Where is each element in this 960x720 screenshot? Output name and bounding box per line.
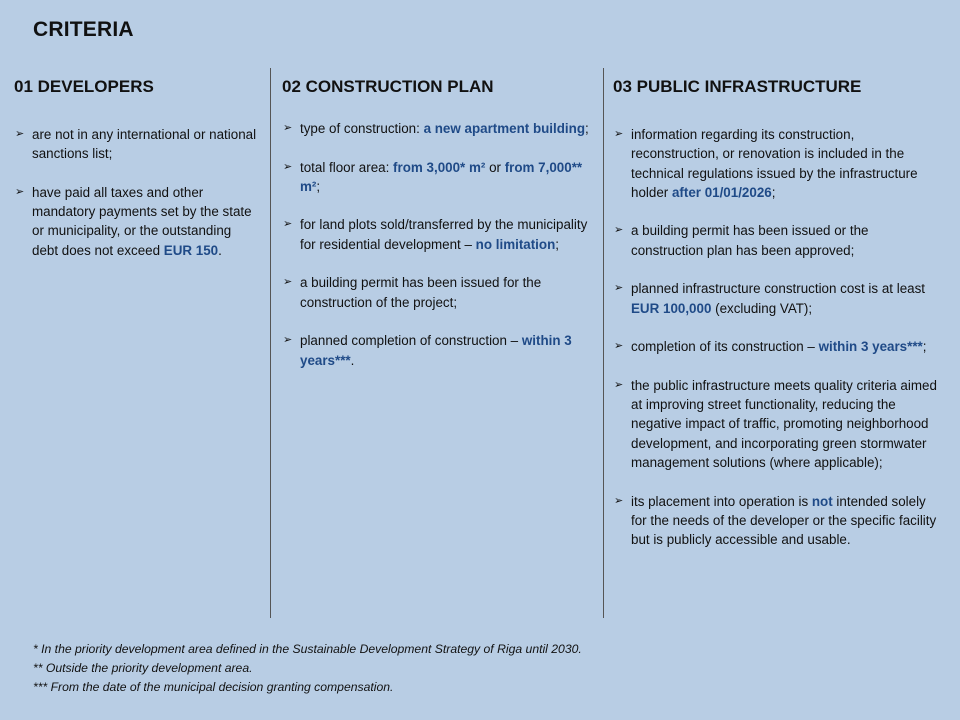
item-text: the public infrastructure meets quality criteria aimed at improving street functionality, reducing the negative impact of traffic, promoting neighborhood development, and incorporating green stormwater management solutions (where applicable); <box>631 377 937 471</box>
arrow-bullet-icon: ➢ <box>283 334 293 347</box>
footnotes <box>33 640 582 697</box>
criteria-item <box>282 273 592 312</box>
highlight-text: within 3 years*** <box>300 333 572 368</box>
item-text: its placement into operation is <box>631 493 812 509</box>
criteria-item <box>14 125 259 164</box>
item-text: ; <box>316 178 321 194</box>
item-text: are not in any international or national sanctions list; <box>32 127 257 162</box>
item-text: intended solely for the needs of the developer or the specific facility but is publicly accessible and usable. <box>631 493 937 548</box>
column-heading: 01 DEVELOPERS <box>14 77 154 96</box>
footnote: *** From the date of the municipal decision granting compensation. <box>33 680 394 694</box>
criteria-item <box>613 125 943 202</box>
arrow-bullet-icon: ➢ <box>15 128 25 140</box>
footnote: * In the priority development area defined in the Sustainable Development Strategy of Riga until 2030. <box>33 642 582 656</box>
arrow-bullet-icon: ➢ <box>283 276 293 289</box>
arrow-bullet-icon: ➢ <box>15 185 25 198</box>
page-title: CRITERIA <box>33 18 134 41</box>
item-text: . <box>350 352 355 368</box>
item-text: total floor area: <box>300 159 394 175</box>
arrow-bullet-icon: ➢ <box>283 160 293 173</box>
item-text: completion of its construction – <box>631 339 819 355</box>
criteria-item <box>282 215 592 254</box>
column-heading: 03 PUBLIC INFRASTRUCTURE <box>613 77 862 96</box>
arrow-bullet-icon: ➢ <box>614 378 624 391</box>
item-text: ; <box>922 339 927 355</box>
arrow-bullet-icon: ➢ <box>614 282 624 295</box>
criteria-list <box>14 125 259 279</box>
item-text: a building permit has been issued for the construction of the project; <box>300 275 542 310</box>
criteria-item <box>282 331 592 370</box>
arrow-bullet-icon: ➢ <box>614 128 624 140</box>
criteria-item <box>282 158 592 197</box>
item-text: have paid all taxes and other mandatory payments set by the state or municipality, or the outstanding debt does not exceed <box>32 184 252 258</box>
arrow-bullet-icon: ➢ <box>614 224 624 237</box>
criteria-item <box>613 221 943 260</box>
highlight-text: from 3,000* m² <box>393 159 486 175</box>
item-text: planned infrastructure construction cost is at least <box>631 281 925 297</box>
arrow-bullet-icon: ➢ <box>283 122 293 134</box>
highlight-text: not <box>811 493 833 509</box>
column-divider <box>270 68 271 618</box>
criteria-item <box>14 183 259 260</box>
item-text: or <box>485 159 505 175</box>
criteria-item <box>613 492 943 550</box>
criteria-item <box>613 376 943 472</box>
item-text: type of construction: <box>300 121 424 136</box>
item-text: a building permit has been issued or the construction plan has been approved; <box>631 223 869 258</box>
criteria-item <box>613 337 943 356</box>
criteria-list <box>613 125 943 569</box>
criteria-item <box>613 279 943 318</box>
highlight-text: a new apartment building <box>423 121 586 136</box>
item-text: information regarding its construction, reconstruction, or renovation is included in the technical regulations issued by the infrastructure holder <box>631 127 918 200</box>
arrow-bullet-icon: ➢ <box>614 340 624 353</box>
highlight-text: within 3 years*** <box>818 339 923 355</box>
column-divider <box>603 68 604 618</box>
item-text: (excluding VAT); <box>711 300 813 316</box>
item-text: ; <box>771 184 776 200</box>
highlight-text: EUR 150 <box>163 242 219 258</box>
footnote: ** Outside the priority development area. <box>33 661 253 675</box>
column-heading: 02 CONSTRUCTION PLAN <box>282 77 494 96</box>
item-text: planned completion of construction – <box>300 333 522 349</box>
item-text: ; <box>555 236 559 252</box>
arrow-bullet-icon: ➢ <box>614 494 624 507</box>
highlight-text: EUR 100,000 <box>631 300 712 316</box>
arrow-bullet-icon: ➢ <box>283 218 293 231</box>
highlight-text: no limitation <box>475 236 556 252</box>
highlight-text: after 01/01/2026 <box>671 184 772 200</box>
item-text: for land plots sold/transferred by the municipality for residential development – <box>300 217 588 252</box>
criteria-list <box>282 119 592 389</box>
item-text: ; <box>585 121 589 136</box>
highlight-text: from 7,000** m² <box>300 159 583 194</box>
item-text: . <box>218 242 222 258</box>
criteria-item <box>282 119 592 138</box>
